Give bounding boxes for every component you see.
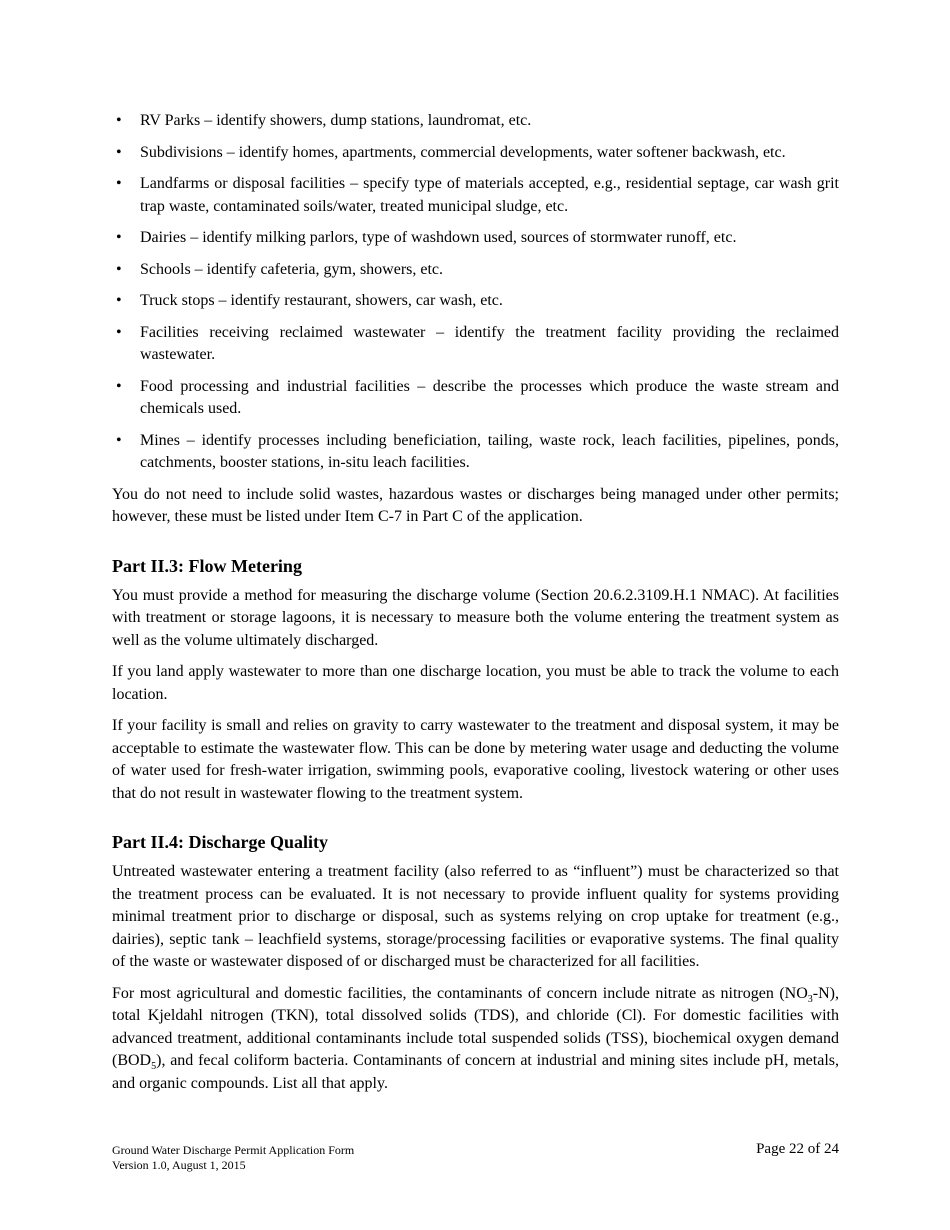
paragraph: You must provide a method for measuring the discharge volume (Section 20.6.2.3109.H.1 NMAC). At facilities with treatment or storage lagoons, it is necessary to measure both the volume entering the treatment system as well as the volume ultimately discharged. — [112, 586, 839, 649]
footer-form-info — [112, 1143, 354, 1173]
list-item — [112, 173, 839, 218]
bullet-icon: • — [116, 175, 122, 192]
list-item-text: Landfarms or disposal facilities – specify type of materials accepted, e.g., residential septage, car wash grit trap waste, contaminated soils/water, treated municipal sludge, etc. — [140, 175, 839, 215]
text-run: For most agricultural and domestic facilities, the contaminants of concern include nitrate as nitrogen (NO — [112, 984, 808, 1002]
list-item — [112, 142, 839, 165]
list-item-text: Mines – identify processes including beneficiation, tailing, waste rock, leach facilities, pipelines, ponds, catchments, booster stations, in-situ leach facilities. — [140, 431, 839, 471]
text-run: ), and fecal coliform bacteria. Contaminants of concern at industrial and mining sites include pH, metals, and organic compounds. List all that apply. — [112, 1052, 839, 1092]
list-item — [112, 290, 839, 313]
footer-form-title: Ground Water Discharge Permit Application Form — [112, 1143, 355, 1157]
list-item-text: Food processing and industrial facilities – describe the processes which produce the waste stream and chemicals used. — [140, 377, 839, 417]
list-item — [112, 110, 839, 133]
list-item — [112, 259, 839, 282]
bullet-icon: • — [116, 323, 122, 341]
subscript: 3 — [807, 993, 813, 1005]
text-run: -N), total Kjeldahl nitrogen (TKN), total dissolved solids (TDS), and chloride (Cl). For domestic facilities with advanced treatment, additional contaminants include total suspended solids (TSS), biochemical oxygen demand (BOD — [112, 984, 839, 1069]
list-item — [112, 430, 839, 475]
list-item — [112, 227, 839, 250]
paragraph: Untreated wastewater entering a treatment facility (also referred to as “influent”) must be characterized so that the treatment process can be evaluated. It is not necessary to provide influent quality for systems providing minimal treatment prior to discharge or disposal, such as systems relying on crop uptake for treatment (e.g., dairies), septic tank – leachfield systems, storage/processing facilities or evaporative systems. The final quality of the waste or wastewater disposed of or discharged must be characterized for all facilities. — [112, 863, 839, 970]
section-heading-discharge-quality: Part II.4: Discharge Quality — [112, 832, 328, 852]
list-item-text: Subdivisions – identify homes, apartments, commercial developments, water softener backwash, etc. — [140, 143, 786, 161]
facility-type-list — [112, 110, 839, 475]
bullet-icon: • — [116, 229, 122, 246]
bullet-icon: • — [116, 143, 122, 161]
section-heading-flow-metering: Part II.3: Flow Metering — [112, 555, 302, 576]
footer-version: Version 1.0, August 1, 2015 — [112, 1158, 246, 1172]
intro-paragraph: You do not need to include solid wastes, hazardous wastes or discharges being managed under other permits; however, these must be listed under Item C-7 in Part C of the application. — [112, 485, 839, 525]
document-page — [112, 110, 839, 1104]
list-item-text: Schools – identify cafeteria, gym, showers, etc. — [140, 260, 444, 278]
list-item — [112, 322, 839, 367]
paragraph: If you land apply wastewater to more than one discharge location, you must be able to track the volume to each location. — [112, 663, 839, 703]
bullet-icon: • — [116, 292, 122, 309]
paragraph: If your facility is small and relies on gravity to carry wastewater to the treatment and disposal system, it may be acceptable to estimate the wastewater flow. This can be done by metering water usage and deducting the volume of water used for fresh-water irrigation, swimming pools, evaporative cooling, livestock watering or other uses that do not result in wastewater flowing to the treatment system. — [112, 717, 839, 802]
bullet-icon: • — [116, 377, 122, 395]
list-item-text: RV Parks – identify showers, dump stations, laundromat, etc. — [140, 112, 532, 129]
list-item-text: Facilities receiving reclaimed wastewater – identify the treatment facility providing the reclaimed wastewater. — [140, 323, 839, 363]
page-number: Page 22 of 24 — [756, 1141, 839, 1157]
bullet-icon: • — [116, 431, 122, 449]
bullet-icon: • — [116, 260, 122, 278]
list-item-text: Truck stops – identify restaurant, showers, car wash, etc. — [140, 292, 503, 309]
subscript: 5 — [151, 1061, 157, 1073]
contaminants-paragraph — [112, 983, 839, 1096]
bullet-icon: • — [116, 112, 122, 129]
list-item-text: Dairies – identify milking parlors, type of washdown used, sources of stormwater runoff, etc. — [140, 229, 737, 246]
list-item — [112, 376, 839, 421]
